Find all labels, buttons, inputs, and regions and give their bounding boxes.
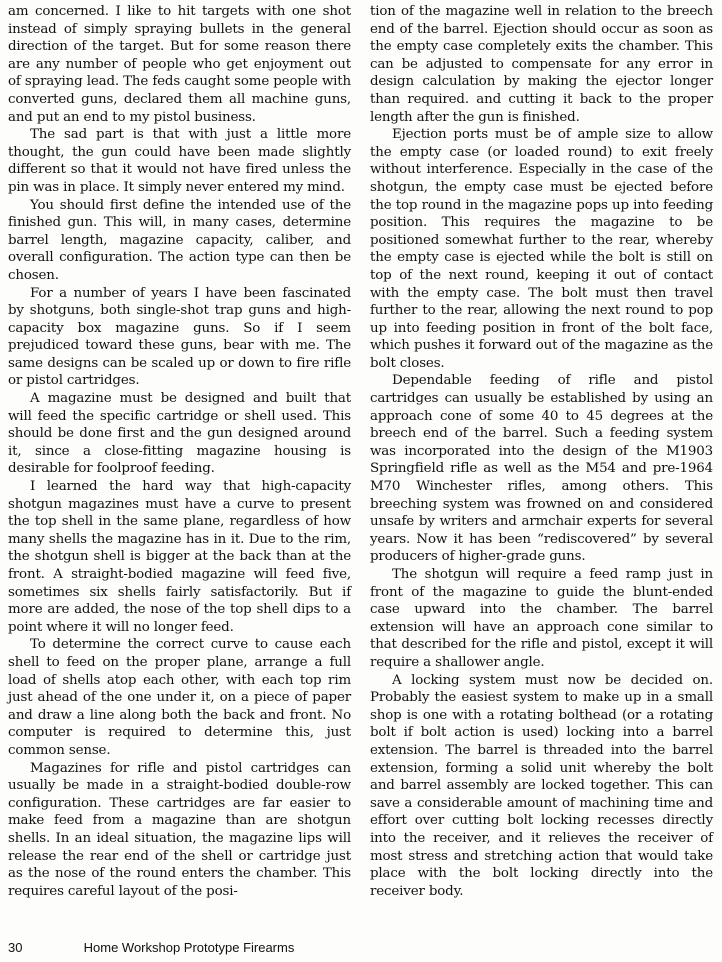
paragraph-feed-ramp: The shotgun will require a feed ramp just in front of the magazine to guide the blunt-ended case upward into the chamber. The barrel extension will have an approach cone similar to that described for the rifle and pistol, except it will require a shallower angle. [370, 567, 713, 670]
page-footer [8, 940, 294, 955]
paragraph-continued-ejection: tion of the magazine well in relation to the breech end of the barrel. Ejection should occur as soon as the empty case completely exits the chamber. This can be adjusted to compensate for any error in design calculation by making the ejector longer than required. and cutting it back to the proper length after the gun is finished. [370, 4, 713, 125]
paragraph-locking-system: A locking system must now be decided on. Probably the easiest system to make up in a small shop is one with a rotating bolthead (or a rotating bolt if bolt action is used) locking into a barrel extension. The barrel is threaded into the barrel extension, forming a solid unit whereby the bolt and barrel assembly are locked together. This can save a considerable amount of machining time and effort over cutting bolt locking recesses directly into the receiver, and it relieves the receiver of most stress and stretching action that would take place with the bolt locking directly into the receiver body. [370, 672, 713, 899]
paragraph-shotguns: For a number of years I have been fascinated by shotguns, both single-shot trap guns and high-capacity box magazine guns. So if I seem prejudiced toward these guns, bear with me. The same designs can be scaled up or down to fire rifle or pistol cartridges. [8, 285, 351, 389]
paragraph-sad-part: The sad part is that with just a little more thought, the gun could have been made slightly different so that it would not have fired unless the pin was in place. It simply never entered my mind. [8, 127, 351, 195]
paragraph-intended-use: You should first define the intended use of the finished gun. This will, in many cases, determine barrel length, magazine capacity, caliber, and overall configuration. The action type can then be chosen. [8, 197, 351, 283]
page-number: 30 [8, 940, 23, 955]
paragraph-dependable-feeding: Dependable feeding of rifle and pistol cartridges can usually be established by using an approach cone of some 40 to 45 degrees at the breech end of the barrel. Such a feeding system was incorporated into the design of the M1903 Springfield rifle as well as the M54 and pre-1964 M70 Winchester rifles, among others. This breeching system was frowned on and considered unsafe by writers and armchair experts for several years. Now it has been “rediscovered” by several producers of higher-grade guns. [370, 373, 713, 565]
right-column [370, 3, 713, 900]
paragraph-continued-spray: am concerned. I like to hit targets with one shot instead of simply spraying bullets in the general direction of the target. But for some reason there are any number of people who get enjoyment out of spraying lead. The feds caught some people with converted guns, declared them all machine guns, and put an end to my pistol business. [8, 4, 351, 125]
paragraph-rifle-pistol-magazines: Magazines for rifle and pistol cartridges can usually be made in a straight-bodied double-row configuration. These cartridges are far easier to make feed from a magazine than are shotgun shells. In an ideal situation, the magazine lips will release the rear end of the shell or cartridge just as the nose of the round enters the chamber. This requires careful layout of the posi- [8, 760, 351, 899]
paragraph-magazine-curve: I learned the hard way that high-capacity shotgun magazines must have a curve to present the top shell in the same plane, regardless of how many shells the magazine has in it. Due to the rim, the shotgun shell is bigger at the back than at the front. A straight-bodied magazine will feed five, sometimes six shells fairly satisfactorily. But if more are added, the nose of the top shell dips to a point where it will no longer feed. [8, 479, 351, 635]
paragraph-ejection-ports: Ejection ports must be of ample size to allow the empty case (or loaded round) to exit freely without interference. Especially in the case of the shotgun, the empty case must be ejected before the top round in the magazine pops up into feeding position. This requires the magazine to be positioned somewhat further to the rear, whereby the empty case is ejected while the bolt is still on top of the next round, keeping it out of contact with the empty case. The bolt must then travel further to the rear, allowing the next round to pop up into feeding position in front of the bolt face, which pushes it forward out of the magazine as the bolt closes. [370, 127, 713, 371]
paragraph-determine-curve: To determine the correct curve to cause each shell to feed on the proper plane, arrange a full load of shells atop each other, with each top rim just ahead of the one under it, on a piece of paper and draw a line along both the back and front. No computer is required to determine this, just common sense. [8, 637, 351, 758]
book-title: Home Workshop Prototype Firearms [83, 940, 295, 955]
paragraph-magazine-design: A magazine must be designed and built that will feed the specific cartridge or shell used. This should be done first and the gun designed around it, since a close-fitting magazine housing is desirable for foolproof feeding. [8, 391, 351, 477]
left-column [8, 3, 351, 900]
